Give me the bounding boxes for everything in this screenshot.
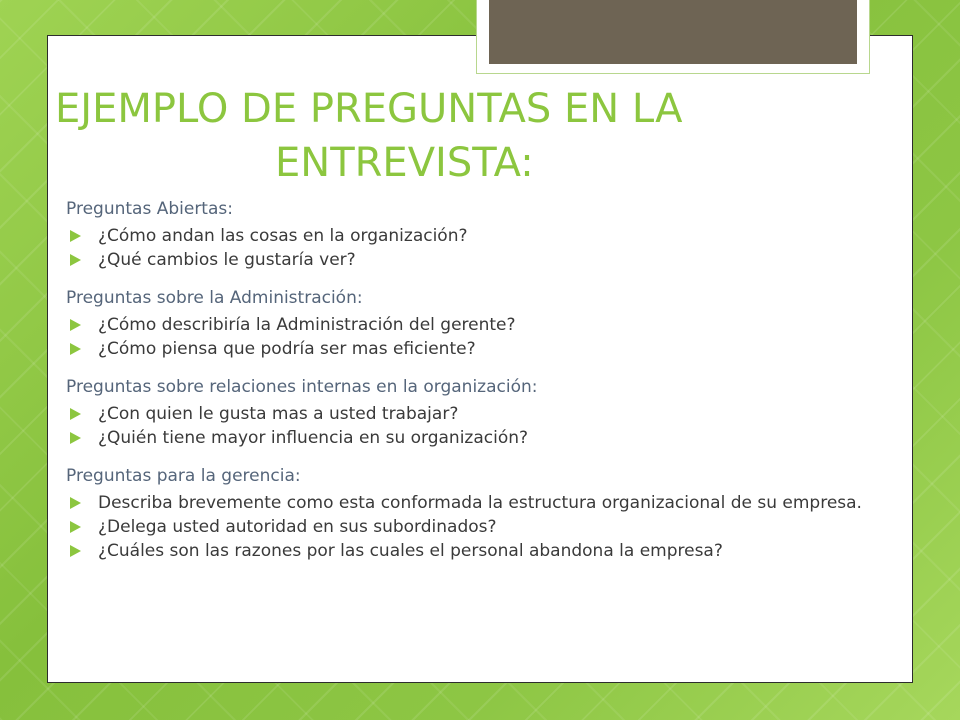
section-management-questions xyxy=(66,463,896,561)
bullet-arrow-icon xyxy=(70,254,81,266)
bullet-text: ¿Cómo describiría la Administración del gerente? xyxy=(98,315,516,335)
bullet-text: ¿Cuáles son las razones por las cuales el personal abandona la empresa? xyxy=(98,541,723,561)
bullet-arrow-icon xyxy=(70,545,81,557)
bullet-arrow-icon xyxy=(70,521,81,533)
decorative-block xyxy=(489,0,857,64)
section-heading: Preguntas para la gerencia: xyxy=(66,466,301,486)
section-heading: Preguntas Abiertas: xyxy=(66,199,233,219)
bullet-text: ¿Quién tiene mayor influencia en su organización? xyxy=(98,428,529,448)
section-open-questions xyxy=(66,196,896,270)
bullet-arrow-icon xyxy=(70,230,81,242)
bullet-item xyxy=(66,227,896,246)
bullet-item xyxy=(66,340,896,359)
bullet-arrow-icon xyxy=(70,432,81,444)
bullet-item xyxy=(66,494,896,513)
bullet-text: ¿Con quien le gusta mas a usted trabajar? xyxy=(98,404,459,424)
bullet-item xyxy=(66,251,896,270)
bullet-text: ¿Qué cambios le gustaría ver? xyxy=(98,250,356,270)
slide-title-line-2: ENTREVISTA: xyxy=(275,140,534,186)
bullet-item xyxy=(66,429,896,448)
bullet-text: ¿Cómo piensa que podría ser mas eficiente? xyxy=(98,339,476,359)
bullet-arrow-icon xyxy=(70,343,81,355)
bullet-item xyxy=(66,316,896,335)
bullet-item xyxy=(66,405,896,424)
bullet-text: ¿Delega usted autoridad en sus subordinados? xyxy=(98,517,497,537)
bullet-arrow-icon xyxy=(70,408,81,420)
slide-content xyxy=(66,196,896,576)
bullet-arrow-icon xyxy=(70,497,81,509)
section-administration-questions xyxy=(66,285,896,359)
slide-title xyxy=(55,82,795,190)
section-heading: Preguntas sobre relaciones internas en la organización: xyxy=(66,377,538,397)
section-heading: Preguntas sobre la Administración: xyxy=(66,288,363,308)
bullet-text: Describa brevemente como esta conformada la estructura organizacional de su empresa. xyxy=(98,493,862,513)
section-internal-relations-questions xyxy=(66,374,896,448)
bullet-item xyxy=(66,542,896,561)
slide-title-line-1: EJEMPLO DE PREGUNTAS EN LA xyxy=(55,86,683,132)
bullet-item xyxy=(66,518,896,537)
bullet-text: ¿Cómo andan las cosas en la organización? xyxy=(98,226,468,246)
bullet-arrow-icon xyxy=(70,319,81,331)
